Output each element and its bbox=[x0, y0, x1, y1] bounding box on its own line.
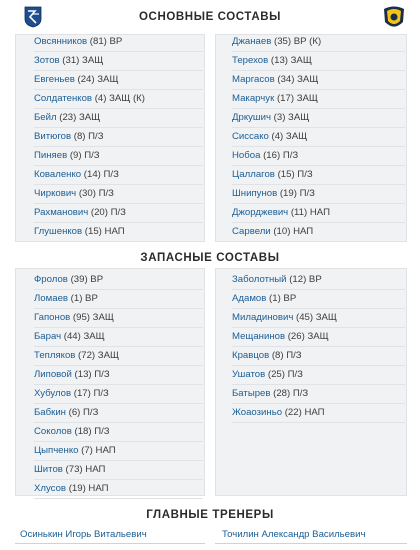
player-row bbox=[232, 290, 405, 309]
player-row bbox=[34, 404, 203, 423]
player-number-position: (23) ЗАЩ bbox=[56, 112, 101, 123]
player-number-position: (8) П/З bbox=[269, 350, 302, 361]
player-name-link[interactable]: Солдатенков bbox=[34, 93, 93, 104]
player-number-position: (72) ЗАЩ bbox=[75, 350, 119, 361]
player-number-position: (15) П/З bbox=[274, 169, 313, 180]
player-row bbox=[232, 366, 405, 385]
player-number-position: (24) ЗАЩ bbox=[74, 74, 119, 85]
player-number-position: (22) НАП bbox=[282, 407, 325, 418]
player-number-position: (30) П/З bbox=[76, 188, 114, 199]
player-row bbox=[232, 328, 405, 347]
player-row bbox=[34, 290, 203, 309]
player-name-link[interactable]: Цыпченко bbox=[34, 445, 79, 456]
sochi-logo-icon bbox=[382, 4, 406, 32]
player-name-link[interactable]: Мещанинов bbox=[232, 331, 286, 342]
player-row bbox=[34, 90, 203, 109]
player-number-position: (9) П/З bbox=[67, 150, 100, 161]
player-row bbox=[232, 204, 405, 223]
player-number-position: (14) П/З bbox=[81, 169, 119, 180]
player-row bbox=[232, 404, 405, 423]
player-number-position: (20) П/З bbox=[88, 207, 126, 218]
player-number-position: (3) ЗАЩ bbox=[271, 112, 310, 123]
player-number-position: (7) НАП bbox=[78, 445, 116, 456]
player-number-position: (95) ЗАЩ bbox=[70, 312, 114, 323]
player-name-link[interactable]: Джанаев bbox=[232, 36, 272, 47]
player-name-link[interactable]: Бабкин bbox=[34, 407, 66, 418]
player-number-position: (4) ЗАЩ (К) bbox=[92, 93, 145, 104]
player-name-link[interactable]: Гапонов bbox=[34, 312, 71, 323]
player-name-link[interactable]: Макарчук bbox=[232, 93, 275, 104]
starting-lineups-title: ОСНОВНЫЕ СОСТАВЫ bbox=[139, 11, 281, 23]
player-name-link[interactable]: Дркушич bbox=[232, 112, 271, 123]
player-number-position: (13) ЗАЩ bbox=[268, 55, 312, 66]
player-name-link[interactable]: Ломаев bbox=[34, 293, 68, 304]
player-number-position: (26) ЗАЩ bbox=[285, 331, 329, 342]
player-row bbox=[34, 328, 203, 347]
head-coaches-title: ГЛАВНЫЕ ТРЕНЕРЫ bbox=[146, 509, 274, 521]
player-number-position: (12) ВР bbox=[286, 274, 322, 285]
player-number-position: (8) П/З bbox=[71, 131, 104, 142]
player-name-link[interactable]: Батырев bbox=[232, 388, 271, 399]
player-number-position: (28) П/З bbox=[270, 388, 309, 399]
player-number-position: (44) ЗАЩ bbox=[61, 331, 105, 342]
player-row bbox=[232, 33, 405, 52]
player-row bbox=[34, 480, 203, 499]
player-number-position: (17) П/З bbox=[71, 388, 109, 399]
away-coach-link[interactable]: Точилин Александр Васильевич bbox=[222, 529, 366, 540]
player-row bbox=[34, 385, 203, 404]
player-row bbox=[232, 166, 405, 185]
player-name-link[interactable]: Сиссако bbox=[232, 131, 269, 142]
player-number-position: (10) НАП bbox=[270, 226, 314, 237]
player-row bbox=[34, 204, 203, 223]
lineups-header bbox=[0, 0, 420, 34]
away-coach-divider bbox=[215, 543, 407, 544]
player-row bbox=[232, 128, 405, 147]
player-number-position: (4) ЗАЩ bbox=[268, 131, 308, 142]
player-number-position: (1) ВР bbox=[266, 293, 297, 304]
player-name-link[interactable]: Липовой bbox=[34, 369, 72, 380]
player-row bbox=[34, 166, 203, 185]
player-row bbox=[34, 309, 203, 328]
player-row bbox=[232, 185, 405, 204]
player-row bbox=[232, 52, 405, 71]
player-name-link[interactable]: Рахманович bbox=[34, 207, 89, 218]
player-row bbox=[34, 128, 203, 147]
player-number-position: (45) ЗАЩ bbox=[293, 312, 337, 323]
player-row bbox=[232, 147, 405, 166]
player-number-position: (34) ЗАЩ bbox=[274, 74, 319, 85]
player-row bbox=[232, 71, 405, 90]
player-row bbox=[34, 52, 203, 71]
player-name-link[interactable]: Шнипунов bbox=[232, 188, 278, 199]
player-name-link[interactable]: Пиняев bbox=[34, 150, 68, 161]
player-row bbox=[34, 223, 203, 242]
away-subs-list bbox=[232, 271, 405, 423]
player-name-link[interactable]: Хлусов bbox=[34, 483, 67, 494]
player-name-link[interactable]: Тепляков bbox=[34, 350, 76, 361]
player-number-position: (19) НАП bbox=[66, 483, 109, 494]
player-number-position: (73) НАП bbox=[62, 464, 106, 475]
player-name-link[interactable]: Миладинович bbox=[232, 312, 294, 323]
player-row bbox=[232, 309, 405, 328]
player-name-link[interactable]: Маргасов bbox=[232, 74, 275, 85]
player-row bbox=[34, 347, 203, 366]
player-number-position: (25) П/З bbox=[265, 369, 303, 380]
player-row bbox=[232, 271, 405, 290]
player-name-link[interactable]: Фролов bbox=[34, 274, 68, 285]
player-name-link[interactable]: Соколов bbox=[34, 426, 72, 437]
player-row bbox=[232, 223, 405, 242]
home-coach-divider bbox=[15, 543, 205, 544]
player-name-link[interactable]: Ушатов bbox=[232, 369, 266, 380]
player-name-link[interactable]: Коваленко bbox=[34, 169, 82, 180]
home-starting-list bbox=[34, 33, 203, 242]
player-number-position: (17) ЗАЩ bbox=[274, 93, 318, 104]
player-name-link[interactable]: Глушенков bbox=[34, 226, 83, 237]
player-number-position: (6) П/З bbox=[65, 407, 99, 418]
player-number-position: (16) П/З bbox=[260, 150, 299, 161]
player-name-link[interactable]: Терехов bbox=[232, 55, 269, 66]
player-row bbox=[34, 109, 203, 128]
player-row bbox=[232, 109, 405, 128]
player-name-link[interactable]: Сарвели bbox=[232, 226, 271, 237]
player-number-position: (39) ВР bbox=[67, 274, 104, 285]
player-row bbox=[232, 347, 405, 366]
player-row bbox=[34, 33, 203, 52]
player-name-link[interactable]: Бейл bbox=[34, 112, 57, 123]
player-row bbox=[34, 271, 203, 290]
player-name-link[interactable]: Витюгов bbox=[34, 131, 72, 142]
player-number-position: (19) П/З bbox=[277, 188, 315, 199]
substitutes-title: ЗАПАСНЫЕ СОСТАВЫ bbox=[140, 252, 280, 264]
home-subs-list bbox=[34, 271, 203, 499]
player-name-link[interactable]: Хубулов bbox=[34, 388, 72, 399]
player-name-link[interactable]: Зотов bbox=[34, 55, 60, 66]
player-number-position: (31) ЗАЩ bbox=[59, 55, 104, 66]
player-row bbox=[34, 185, 203, 204]
player-row bbox=[34, 442, 203, 461]
player-name-link[interactable]: Цаллагов bbox=[232, 169, 275, 180]
player-row bbox=[34, 423, 203, 442]
player-number-position: (11) НАП bbox=[288, 207, 330, 218]
player-name-link[interactable]: Чиркович bbox=[34, 188, 77, 199]
player-row bbox=[34, 366, 203, 385]
player-row bbox=[34, 147, 203, 166]
player-name-link[interactable]: Адамов bbox=[232, 293, 267, 304]
player-row bbox=[232, 385, 405, 404]
player-number-position: (35) ВР (К) bbox=[271, 36, 322, 47]
player-name-link[interactable]: Кравцов bbox=[232, 350, 270, 361]
player-name-link[interactable]: Джорджевич bbox=[232, 207, 289, 218]
player-number-position: (18) П/З bbox=[71, 426, 110, 437]
player-name-link[interactable]: Шитов bbox=[34, 464, 63, 475]
player-number-position: (1) ВР bbox=[68, 293, 98, 304]
player-name-link[interactable]: Заболотный bbox=[232, 274, 287, 285]
player-number-position: (81) ВР bbox=[87, 36, 123, 47]
player-row bbox=[34, 461, 203, 480]
player-name-link[interactable]: Жоаозиньо bbox=[232, 407, 283, 418]
player-number-position: (13) П/З bbox=[71, 369, 110, 380]
player-row bbox=[34, 71, 203, 90]
player-name-link[interactable]: Нобоа bbox=[232, 150, 261, 161]
player-name-link[interactable]: Овсянников bbox=[34, 36, 88, 47]
player-number-position: (15) НАП bbox=[82, 226, 125, 237]
player-row bbox=[232, 90, 405, 109]
player-name-link[interactable]: Барач bbox=[34, 331, 62, 342]
away-starting-list bbox=[232, 33, 405, 242]
player-name-link[interactable]: Евгеньев bbox=[34, 74, 75, 85]
home-coach-link[interactable]: Осинькин Игорь Витальевич bbox=[20, 529, 147, 540]
